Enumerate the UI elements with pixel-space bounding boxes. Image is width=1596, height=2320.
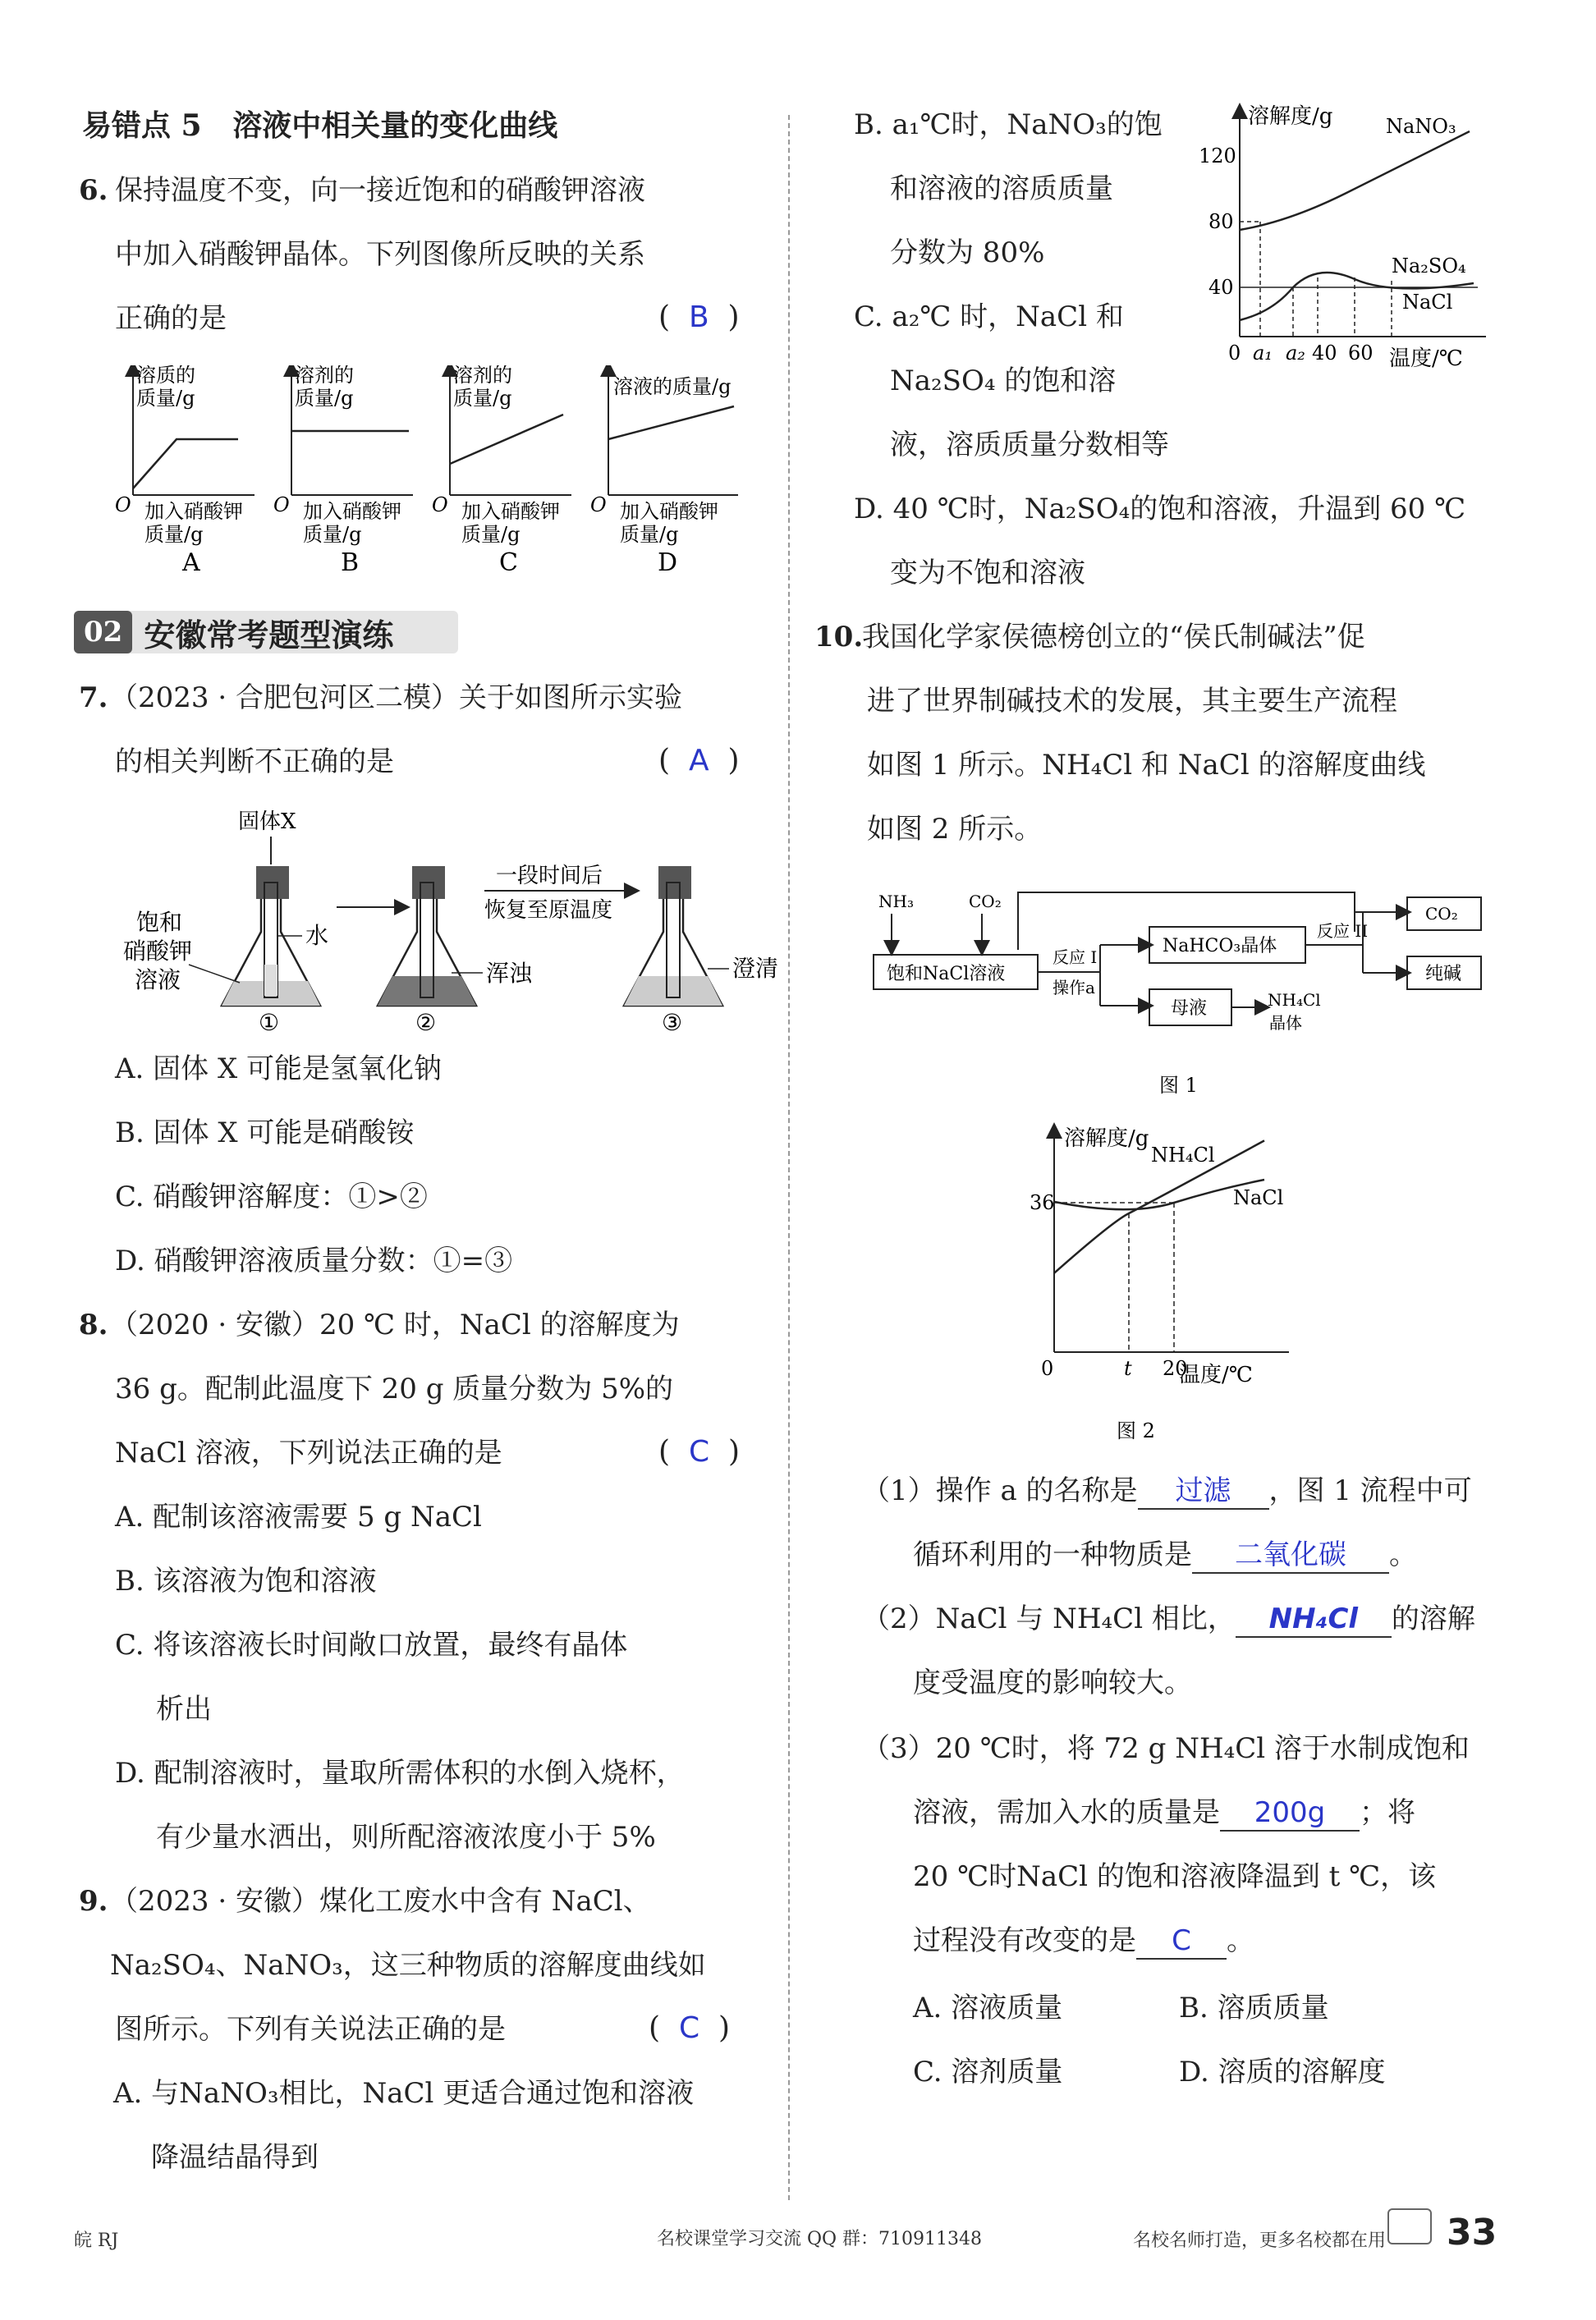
graph-d-letter: D	[658, 548, 678, 577]
flow-start: 饱和NaCl溶液	[887, 964, 1006, 984]
q8-answer: ( C )	[658, 1435, 741, 1469]
q10-p1-text: ，图 1 流程中可	[1268, 1474, 1472, 1507]
q9-option: 液，溶质质量分数相等	[890, 429, 1169, 461]
q8-answer-value: C	[688, 1435, 710, 1469]
graph-b-xlabel: 加入硝酸钾	[303, 500, 401, 523]
q9-option: 和溶液的溶质质量	[890, 172, 1113, 205]
flow-soda: 纯碱	[1425, 964, 1462, 984]
q9-option: A. 与NaNO₃相比，NaCl 更适合通过饱和溶液	[113, 2077, 695, 2110]
flask-1	[189, 866, 328, 1036]
flask-2-label: ②	[415, 1009, 437, 1036]
q10-line: 如图 1 所示。NH₄Cl 和 NaCl 的溶解度曲线	[867, 749, 1426, 782]
fig2-ylabel: 溶解度/g	[1064, 1126, 1149, 1151]
q9-xtick-a2: a₂	[1286, 342, 1305, 365]
graph-b-ylabel: 溶剂的	[295, 365, 354, 387]
flow-operation-a: 操作a	[1053, 978, 1095, 997]
q9-answer-value: C	[678, 2011, 700, 2045]
q8-option: 析出	[156, 1693, 212, 1726]
graph-a-yunit: 质量/g	[136, 387, 195, 410]
q10-p3-text: 。	[1227, 1924, 1254, 1957]
graph-d-ylabel: 溶液的质量/g	[613, 375, 732, 398]
flow-nahco3: NaHCO₃晶体	[1163, 936, 1277, 956]
q8-line: 36 g。配制此温度下 20 g 质量分数为 5%的	[115, 1373, 674, 1405]
fig2-xlabel: 温度/℃	[1179, 1363, 1253, 1387]
q10-p1-blank2	[1192, 1538, 1389, 1574]
q9-option: 分数为 80%	[890, 236, 1045, 269]
graph-a	[115, 365, 255, 577]
q9-xtick-60: 60	[1348, 342, 1374, 365]
fig2-caption: 图 2	[1117, 1419, 1155, 1442]
graph-a-xlabel: 加入硝酸钾	[144, 500, 243, 523]
flow-reaction-2: 反应 II	[1317, 921, 1369, 941]
q8-option: C. 将该溶液长时间敞口放置，最终有晶体	[115, 1629, 628, 1662]
q9-solubility-chart	[1182, 99, 1494, 386]
q10-p1-text: 。	[1389, 1538, 1417, 1571]
q6-answer: ( B )	[658, 300, 740, 334]
q10-part1-line1	[862, 1474, 1472, 1510]
q10-p3-answer2: C	[1172, 1924, 1191, 1957]
q9-label-nano3: NaNO₃	[1386, 115, 1456, 138]
q10-p1-answer1: 过滤	[1175, 1474, 1231, 1507]
fig2-origin: 0	[1041, 1357, 1054, 1380]
footer-slogan: 名校名师打造，更多名校都在用	[1133, 2231, 1387, 2251]
graph-d	[590, 369, 738, 577]
q10-part2-line1	[862, 1602, 1475, 1638]
footer-qq-group: 名校课堂学习交流 QQ 群：710911348	[657, 2229, 983, 2249]
nano3-curve	[1240, 131, 1470, 230]
q8-line: （2020 · 安徽）20 ℃ 时，NaCl 的溶解度为	[110, 1309, 680, 1341]
graph-b-letter: B	[341, 548, 360, 577]
q7-option: B. 固体 X 可能是硝酸铵	[115, 1116, 415, 1149]
footer-edition: 皖 RJ	[74, 2231, 119, 2251]
q10-p3-line3: 20 ℃时NaCl 的饱和溶液降温到 t ℃，该	[913, 1860, 1437, 1893]
q10-part1-line2	[913, 1538, 1417, 1574]
saturated-label: 饱和	[136, 909, 183, 936]
section-02-title: 安徽常考题型演练	[144, 616, 394, 653]
graph-c-xlabel: 加入硝酸钾	[461, 500, 560, 523]
q6-line: 中加入硝酸钾晶体。下列图像所反映的关系	[115, 238, 645, 271]
page-number: 33	[1447, 2212, 1497, 2254]
graph-b-xunit: 质量/g	[303, 523, 362, 546]
q8-line: NaCl 溶液，下列说法正确的是	[115, 1437, 502, 1469]
q10-p1-text: （1）操作 a 的名称是	[862, 1474, 1138, 1507]
q9-line: 图所示。下列有关说法正确的是	[115, 2013, 506, 2046]
q6-line: 正确的是	[115, 302, 227, 335]
section-heading	[82, 108, 557, 144]
q7-line: 的相关判断不正确的是	[115, 745, 394, 778]
flask-3-label: ③	[662, 1009, 683, 1036]
q10-p1-answer2: 二氧化碳	[1235, 1538, 1346, 1571]
q6-number: 6.	[79, 174, 108, 207]
q9-ytick-40: 40	[1208, 276, 1234, 299]
q8-number: 8.	[79, 1309, 108, 1341]
q10-line: 进了世界制碱技术的发展，其主要生产流程	[867, 685, 1397, 718]
section-title: 溶液中相关量的变化曲线	[232, 108, 558, 143]
q10-p2-text: （2）NaCl 与 NH₄Cl 相比，	[862, 1602, 1236, 1635]
q7-option: D. 硝酸钾溶液质量分数：①=③	[115, 1245, 513, 1277]
flow-nh3: NH₃	[878, 892, 914, 911]
q7-experiment-figure	[123, 800, 780, 1038]
fig2-xtick-20: 20	[1163, 1357, 1188, 1380]
graph-c-yunit: 质量/g	[453, 387, 512, 410]
graph-d-xunit: 质量/g	[620, 523, 679, 546]
q7-number: 7.	[79, 681, 108, 714]
q8-option: 有少量水洒出，则所配溶液浓度小于 5%	[156, 1821, 656, 1854]
q10-part3-line2	[913, 1796, 1415, 1832]
q9-chart-xlabel: 温度/℃	[1389, 346, 1463, 371]
q9-option: 变为不饱和溶液	[890, 557, 1085, 589]
graph-c-xunit: 质量/g	[461, 523, 521, 546]
q6-graphs	[115, 365, 772, 587]
q9-xtick-a1: a₁	[1253, 342, 1273, 365]
arrow-bottom-label: 恢复至原温度	[484, 898, 613, 923]
q9-option: 降温结晶得到	[151, 2141, 319, 2174]
q10-p3-option: D. 溶质的溶解度	[1179, 2056, 1386, 2088]
q6-line: 保持温度不变，向一接近饱和的硝酸钾溶液	[115, 174, 645, 207]
q10-p3-line1: （3）20 ℃时，将 72 g NH₄Cl 溶于水制成饱和	[862, 1732, 1470, 1765]
flask-1-label: ①	[259, 1009, 280, 1036]
q9-xtick-0: 0	[1228, 342, 1241, 365]
graph-a-origin: O	[115, 493, 131, 516]
graph-b	[273, 365, 413, 577]
flow-co2-in: CO₂	[969, 892, 1002, 911]
q10-p1-blank1	[1138, 1474, 1269, 1510]
q9-option: C. a₂℃ 时，NaCl 和	[854, 300, 1124, 333]
q10-p3-text: 溶液，需加入水的质量是	[913, 1796, 1220, 1829]
q9-line: （2023 · 安徽）煤化工废水中含有 NaCl、	[110, 1885, 651, 1918]
graph-d-xlabel: 加入硝酸钾	[620, 500, 718, 523]
graph-b-origin: O	[273, 493, 290, 516]
q10-p3-blank2	[1136, 1924, 1227, 1960]
water-label: 水	[305, 922, 329, 949]
q10-part3-line4	[913, 1924, 1254, 1960]
q10-p3-option: B. 溶质质量	[1179, 1992, 1329, 2024]
flow-reaction-1: 反应 I	[1053, 947, 1098, 967]
flask-2	[378, 866, 533, 1036]
q9-number: 9.	[79, 1885, 108, 1918]
q10-line: 我国化学家侯德榜创立的“侯氏制碱法”促	[862, 621, 1365, 653]
graph-c-origin: O	[432, 493, 448, 516]
q10-p2-line2: 度受温度的影响较大。	[913, 1667, 1192, 1699]
graph-a-xunit: 质量/g	[144, 523, 204, 546]
q6-answer-value: B	[688, 300, 709, 334]
clear-label: 澄清	[732, 955, 779, 982]
fig2-xtick-t: t	[1124, 1357, 1132, 1380]
section-02-heading	[74, 608, 458, 657]
q9-label-nacl: NaCl	[1402, 291, 1453, 314]
graph-c-ylabel: 溶剂的	[453, 365, 512, 387]
solid-x-label: 固体X	[238, 809, 296, 834]
q10-p2-text: 的溶解	[1391, 1602, 1475, 1635]
fig2-ytick-36: 36	[1030, 1191, 1055, 1214]
turbid-label: 浑浊	[486, 960, 533, 987]
q7-line: （2023 · 合肥包河区二模）关于如图所示实验	[110, 681, 682, 714]
q10-p3-blank1	[1220, 1796, 1360, 1832]
q10-p3-text: 过程没有改变的是	[913, 1924, 1136, 1957]
q9-line: Na₂SO₄、NaNO₃，这三种物质的溶解度曲线如	[110, 1949, 706, 1982]
solution-label: 溶液	[135, 966, 181, 993]
q10-p3-answer1: 200g	[1254, 1796, 1326, 1829]
flow-co2-out: CO₂	[1425, 904, 1458, 924]
section-02-number: 02	[74, 611, 132, 653]
q10-p3-option: C. 溶剂质量	[913, 2056, 1063, 2088]
q10-solubility-chart	[1018, 1121, 1363, 1449]
flow-crystal: 晶体	[1269, 1013, 1302, 1033]
graph-d-origin: O	[590, 493, 607, 516]
q8-option: A. 配制该溶液需要 5 g NaCl	[115, 1501, 482, 1534]
q10-line: 如图 2 所示。	[867, 813, 1043, 846]
q10-flow-diagram	[870, 883, 1494, 1104]
fig2-label-nacl: NaCl	[1233, 1186, 1284, 1209]
q9-ytick-120: 120	[1199, 144, 1236, 167]
q7-answer-value: A	[688, 744, 709, 777]
graph-a-ylabel: 溶质的	[136, 365, 195, 387]
q7-option: C. 硝酸钾溶解度：①>②	[115, 1181, 428, 1213]
flow-nh4cl: NH₄Cl	[1268, 990, 1321, 1010]
q9-option: Na₂SO₄ 的饱和溶	[890, 365, 1117, 397]
q9-answer: ( C )	[649, 2011, 731, 2045]
graph-a-letter: A	[182, 548, 200, 577]
q9-chart-ylabel: 溶解度/g	[1248, 104, 1333, 129]
q8-option: D. 配制溶液时，量取所需体积的水倒入烧杯，	[115, 1757, 685, 1790]
fig2-label-nh4cl: NH₄Cl	[1151, 1144, 1215, 1167]
graph-b-yunit: 质量/g	[295, 387, 354, 410]
q9-option: B. a₁℃时，NaNO₃的饱	[854, 108, 1163, 141]
section-label: 易错点 5	[82, 108, 202, 143]
q10-p3-text: ；将	[1360, 1796, 1415, 1829]
flask-3	[624, 866, 778, 1036]
q10-p2-answer: NH₄Cl	[1268, 1602, 1359, 1635]
graph-c	[432, 365, 571, 577]
q10-p3-option: A. 溶液质量	[913, 1992, 1063, 2024]
q10-p1-text: 循环利用的一种物质是	[913, 1538, 1192, 1571]
q10-p2-blank	[1236, 1602, 1392, 1638]
column-divider	[788, 115, 790, 2200]
graph-c-letter: C	[499, 548, 518, 577]
q9-option: D. 40 ℃时，Na₂SO₄的饱和溶液，升温到 60 ℃	[854, 493, 1466, 525]
q10-number: 10.	[814, 621, 864, 653]
fig1-caption: 图 1	[1159, 1074, 1198, 1097]
q7-option: A. 固体 X 可能是氢氧化钠	[115, 1052, 442, 1085]
kno3-label: 硝酸钾	[123, 938, 193, 965]
q8-option: B. 该溶液为饱和溶液	[115, 1565, 377, 1598]
q9-label-na2so4: Na₂SO₄	[1392, 254, 1466, 277]
arrow-top-label: 一段时间后	[496, 864, 603, 888]
q7-answer: ( A )	[658, 744, 740, 777]
q9-xtick-40: 40	[1312, 342, 1337, 365]
footer-logo-icon	[1387, 2208, 1432, 2244]
flow-mother: 母液	[1171, 998, 1208, 1019]
q9-ytick-80: 80	[1208, 210, 1234, 233]
